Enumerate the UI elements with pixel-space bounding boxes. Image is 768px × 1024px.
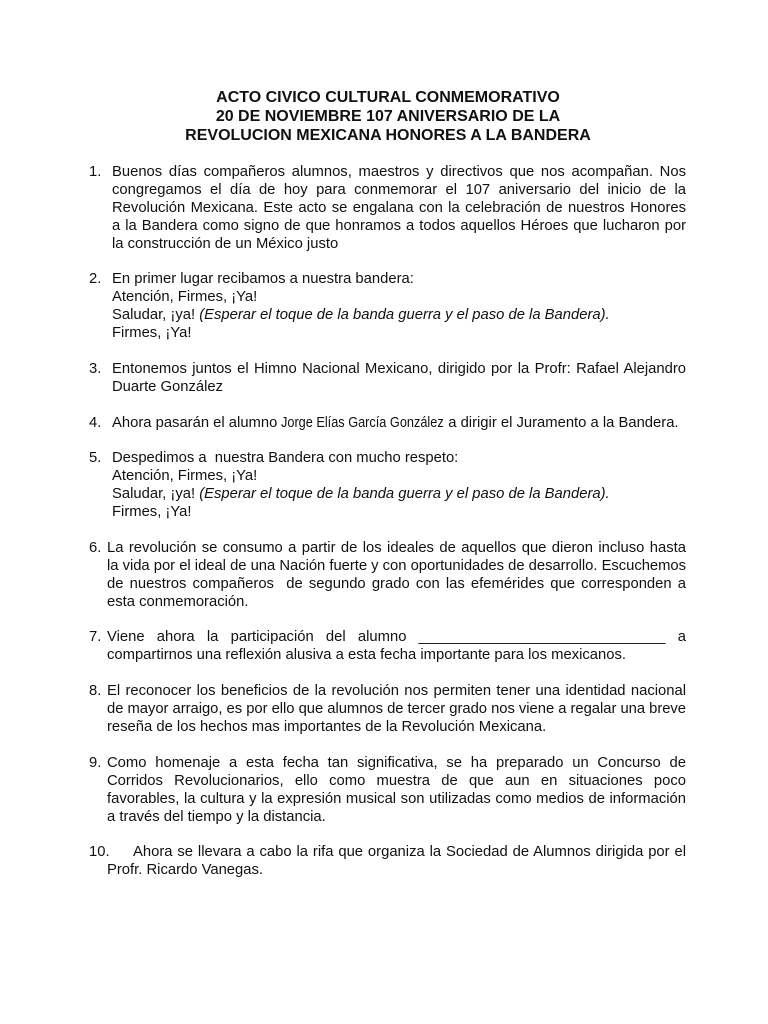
- item-number: 7.: [89, 629, 102, 646]
- text-line: Duarte González: [112, 378, 224, 395]
- program-item-2: [0, 271, 768, 343]
- program-item-9: [0, 755, 768, 827]
- text-line: a la Bandera como signo de que honramos a todos aquellos Héroes que lucharon por: [112, 217, 686, 234]
- program-item-1: [0, 164, 768, 254]
- item-number: 2.: [89, 271, 102, 288]
- title-line: REVOLUCION MEXICANA HONORES A LA BANDERA: [185, 127, 591, 144]
- text-line: esta conmemoración.: [107, 593, 249, 610]
- item-text: [112, 415, 686, 433]
- text-line: congregamos el día de hoy para conmemorar el 107 aniversario del inicio de la: [112, 181, 686, 198]
- command-text: Saludar, ¡ya!: [112, 307, 200, 324]
- text-segment: a dirigir el Juramento a la Bandera.: [444, 414, 679, 431]
- item-number: 10.: [89, 844, 110, 861]
- command-line: Atención, Firmes, ¡Ya!: [112, 289, 258, 306]
- text-line: Como homenaje a esta fecha tan significativa, se ha preparado un Concurso de: [107, 754, 686, 771]
- text-line: Ahora se llevara a cabo la rifa que organiza la Sociedad de Alumnos dirigida por el: [133, 844, 686, 861]
- text-line: reseña de los hechos mas importantes de la Revolución Mexicana.: [107, 718, 547, 735]
- item-text: [112, 361, 686, 397]
- text-line: Revolución Mexicana. Este acto se engalana con la celebración de nuestros Honores: [112, 199, 686, 216]
- item-text: [107, 755, 686, 827]
- text-segment: Ahora pasarán el alumno: [112, 414, 282, 431]
- command-line: Firmes, ¡Ya!: [112, 325, 192, 342]
- item-text: [112, 164, 686, 254]
- text-line: El reconocer los beneficios de la revolución nos permiten tener una identidad nacional: [107, 683, 686, 700]
- command-line: [112, 486, 686, 504]
- text-line: Profr. Ricardo Vanegas.: [107, 862, 263, 879]
- text-line: la construcción de un México justo: [112, 235, 339, 252]
- text-line: de nuestros compañeros de segundo grado con las efemérides que corresponden a: [107, 575, 686, 592]
- text-line: [112, 415, 686, 433]
- instruction-note: (Esperar el toque de la banda guerra y el paso de la Bandera).: [199, 307, 610, 324]
- item-text: [107, 844, 686, 880]
- program-item-4: [0, 415, 768, 433]
- text-line: La revolución se consumo a partir de los ideales de aquellos que dieron incluso hasta: [107, 539, 686, 556]
- student-name: Jorge Elías García González: [281, 414, 445, 431]
- item-number: 3.: [89, 360, 102, 377]
- title-line: ACTO CIVICO CULTURAL CONMEMORATIVO: [216, 89, 560, 106]
- text-line: Entonemos juntos el Himno Nacional Mexicano, dirigido por la Profr: Rafael Alejandro: [112, 360, 686, 377]
- program-list: [0, 164, 768, 898]
- item-number: 1.: [89, 164, 102, 180]
- text-line: En primer lugar recibamos a nuestra bandera:: [112, 271, 414, 288]
- text-line: de mayor arraigo, es por ello que alumnos de tercer grado nos viene a regalar una breve: [107, 701, 686, 718]
- item-number: 5.: [89, 450, 102, 467]
- item-number: 9.: [89, 754, 102, 771]
- text-line: Despedimos a nuestra Bandera con mucho respeto:: [112, 450, 459, 467]
- title-line: 20 DE NOVIEMBRE 107 ANIVERSARIO DE LA: [215, 108, 561, 125]
- command-line: [112, 307, 686, 325]
- item-text: [112, 271, 686, 343]
- item-text: [112, 450, 686, 522]
- program-item-5: [0, 450, 768, 522]
- text-line: Corridos Revolucionarios, ello como muestra de que aun en situaciones poco: [107, 772, 686, 789]
- command-line: Firmes, ¡Ya!: [112, 504, 192, 521]
- text-line: favorables, la cultura y la expresión musical son utilizadas como medios de información: [107, 790, 686, 807]
- program-item-7: [0, 629, 768, 665]
- text-line: compartirnos una reflexión alusiva a esta fecha importante para los mexicanos.: [107, 647, 626, 664]
- text-line: a través del tiempo y la distancia.: [107, 808, 326, 825]
- item-number: 6.: [89, 539, 102, 556]
- item-number: 8.: [89, 683, 102, 700]
- instruction-note: (Esperar el toque de la banda guerra y el paso de la Bandera).: [199, 486, 610, 503]
- item-text: [107, 629, 686, 665]
- text-line: Viene ahora la participación del alumno ______________________________ a: [107, 629, 686, 646]
- program-item-6: [0, 540, 768, 612]
- document-title: [90, 88, 686, 145]
- program-item-8: [0, 683, 768, 737]
- program-item-3: [0, 361, 768, 397]
- command-line: Atención, Firmes, ¡Ya!: [112, 468, 258, 485]
- text-line: Buenos días compañeros alumnos, maestros y directivos que nos acompañan. Nos: [112, 164, 686, 180]
- item-text: [107, 540, 686, 612]
- item-number: 4.: [89, 414, 102, 431]
- text-line: la vida por el ideal de una Nación fuerte y con oportunidades de desarrollo. Escuchemos: [107, 557, 686, 574]
- program-item-10: [0, 844, 768, 880]
- item-text: [107, 683, 686, 737]
- command-text: Saludar, ¡ya!: [112, 486, 200, 503]
